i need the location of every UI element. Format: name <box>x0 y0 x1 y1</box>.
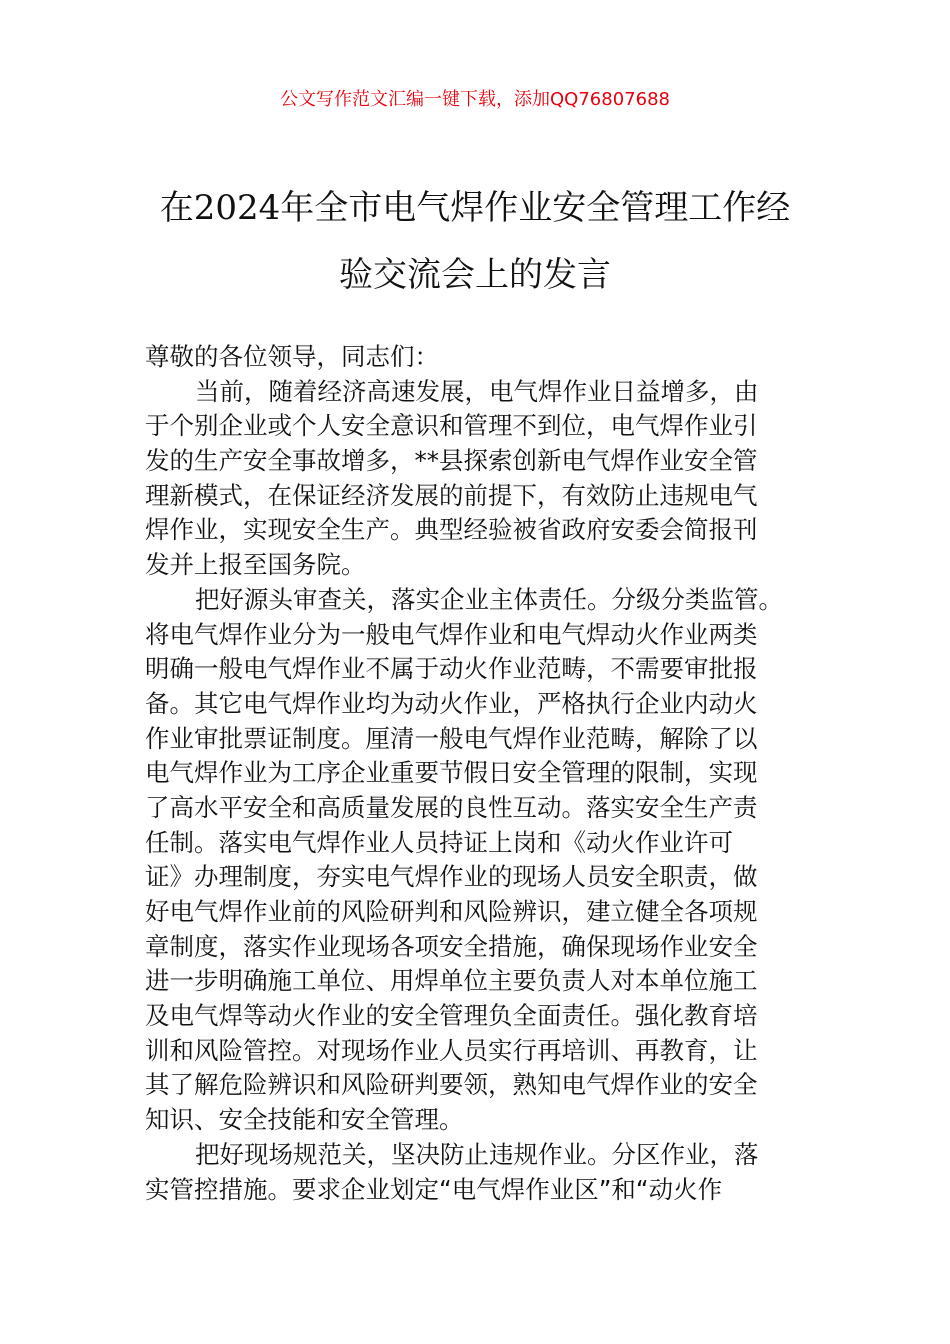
body-text-line: 章制度，落实作业现场各项安全措施，确保现场作业安全 <box>145 931 758 961</box>
body-text-line: 任制。落实电气焊作业人员持证上岗和《动火作业许可 <box>145 827 733 857</box>
body-text-line: 知识、安全技能和安全管理。 <box>145 1105 464 1135</box>
body-text-line: 其了解危险辨识和风险研判要领，熟知电气焊作业的安全 <box>145 1070 758 1100</box>
body-text-line: 将电气焊作业分为一般电气焊作业和电气焊动火作业两类 <box>145 619 758 649</box>
body-text-line: 训和风险管控。对现场作业人员实行再培训、再教育，让 <box>145 1035 758 1065</box>
body-text-line: 于个别企业或个人安全意识和管理不到位，电气焊作业引 <box>145 411 758 441</box>
salutation: 尊敬的各位领导，同志们： <box>145 342 439 371</box>
body-text-line: 把好源头审查关，落实企业主体责任。分级分类监管。 <box>195 584 783 614</box>
document-body <box>145 340 825 1207</box>
document-title-line-1: 在2024年全市电气焊作业安全管理工作经 <box>159 188 791 228</box>
body-text-line: 发的生产安全事故增多，**县探索创新电气焊作业安全管 <box>145 446 758 476</box>
body-text-line: 理新模式，在保证经济发展的前提下，有效防止违规电气 <box>145 480 758 510</box>
body-text-line: 发并上报至国务院。 <box>145 550 366 580</box>
document-title-line-2: 验交流会上的发言 <box>339 255 611 295</box>
body-text-line: 证》办理制度，夯实电气焊作业的现场人员安全职责，做 <box>145 862 758 892</box>
body-text-line: 把好现场规范关，坚决防止违规作业。分区作业，落 <box>195 1139 759 1169</box>
body-text-line: 明确一般电气焊作业不属于动火作业范畴，不需要审批报 <box>145 654 758 684</box>
body-text-line: 电气焊作业为工序企业重要节假日安全管理的限制，实现 <box>145 758 758 788</box>
body-text-line: 备。其它电气焊作业均为动火作业，严格执行企业内动火 <box>145 688 758 718</box>
body-text-line: 当前，随着经济高速发展，电气焊作业日益增多，由 <box>195 376 759 406</box>
body-text-line: 进一步明确施工单位、用焊单位主要负责人对本单位施工 <box>145 966 758 996</box>
download-promo-header: 公文写作范文汇编一键下载，添加QQ76807688 <box>280 89 670 110</box>
body-text-line: 作业审批票证制度。厘清一般电气焊作业范畴，解除了以 <box>145 723 758 753</box>
body-text-line: 焊作业，实现安全生产。典型经验被省政府安委会简报刊 <box>145 515 758 545</box>
body-text-line: 实管控措施。要求企业划定“电气焊作业区”和“动火作 <box>145 1174 723 1204</box>
body-text-line: 好电气焊作业前的风险研判和风险辨识，建立健全各项规 <box>145 897 758 926</box>
body-text-line: 了高水平安全和高质量发展的良性互动。落实安全生产责 <box>145 792 758 822</box>
body-text-line: 及电气焊等动火作业的安全管理负全面责任。强化教育培 <box>145 1001 758 1031</box>
